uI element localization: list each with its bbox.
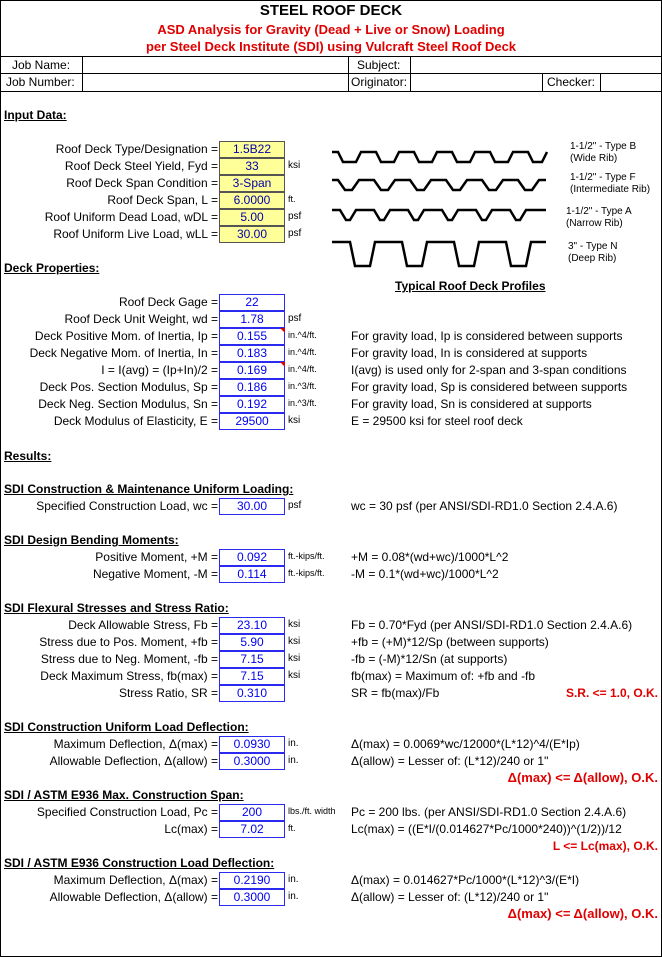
profile-n-line2: (Deep Rib) xyxy=(568,253,617,264)
e-unit: ksi xyxy=(288,415,301,426)
defl2-allow-value: 0.3000 xyxy=(219,889,285,906)
e-value: 29500 xyxy=(219,413,285,430)
results-heading: Results: xyxy=(4,449,52,463)
profile-label-b xyxy=(570,141,636,165)
e-note: E = 29500 ksi for steel roof deck xyxy=(351,414,523,428)
input-label-yield: Roof Deck Steel Yield, Fyd = xyxy=(64,159,218,173)
prop-label-sn: Deck Neg. Section Modulus, Sn = xyxy=(38,397,218,411)
profile-label-a xyxy=(566,206,632,230)
max-fb-label: Deck Maximum Stress, fb(max) = xyxy=(40,669,218,683)
dead-load-unit: psf xyxy=(288,211,302,222)
prop-label-ip: Deck Positive Mom. of Inertia, Ip = xyxy=(34,329,218,343)
subject-field[interactable] xyxy=(410,57,661,74)
sp-value: 0.186 xyxy=(219,379,285,396)
profile-f-line2: (Intermediate Rib) xyxy=(570,184,651,195)
span-condition-input[interactable]: 3-Span xyxy=(219,175,285,192)
defl2-max-unit: in. xyxy=(288,874,299,885)
span-unit: ft. xyxy=(288,194,296,204)
construction-heading: SDI Construction & Maintenance Uniform Loading: xyxy=(4,482,294,496)
profile-b-line1: 1-1/2" - Type B xyxy=(570,141,637,152)
pos-moment-unit: ft.-kips/ft. xyxy=(288,551,325,561)
defl1-max-label: Maximum Deflection, Δ(max) = xyxy=(53,737,218,751)
prop-label-gage: Roof Deck Gage = xyxy=(118,295,218,309)
yield-unit: ksi xyxy=(288,160,301,171)
comment-marker xyxy=(280,362,285,367)
deck-properties-heading: Deck Properties: xyxy=(4,261,100,275)
neg-fb-label: Stress due to Neg. Moment, -fb = xyxy=(40,652,218,666)
input-label-span: Roof Deck Span, L = xyxy=(107,193,218,207)
defl2-max-note: Δ(max) = 0.014627*Pc/1000*(L*12)^3/(E*I) xyxy=(351,873,580,887)
lc-unit: ft. xyxy=(288,823,296,833)
pos-fb-label: Stress due to Pos. Moment, +fb = xyxy=(39,635,218,649)
profile-label-n xyxy=(568,241,618,265)
profile-type-n xyxy=(332,242,546,266)
defl2-allow-unit: in. xyxy=(288,891,299,902)
defl2-max-label: Maximum Deflection, Δ(max) = xyxy=(53,873,218,887)
defl1-max-note: Δ(max) = 0.0069*wc/12000*(L*12)^4/(E*Ip) xyxy=(351,737,580,751)
wc-value: 30.00 xyxy=(219,498,285,515)
gage-value: 22 xyxy=(219,294,285,311)
wc-label: Specified Construction Load, wc = xyxy=(36,499,218,513)
prop-label-sp: Deck Pos. Section Modulus, Sp = xyxy=(39,380,218,394)
neg-moment-value: 0.114 xyxy=(219,566,285,583)
neg-fb-unit: ksi xyxy=(288,653,301,664)
span-check: L <= Lc(max), O.K. xyxy=(552,839,658,853)
pos-fb-note: +fb = (+M)*12/Sp (between supports) xyxy=(351,635,549,649)
prop-label-in: Deck Negative Mom. of Inertia, In = xyxy=(29,346,218,360)
subject-label: Subject: xyxy=(357,58,401,72)
sheet-subtitle-2: per Steel Deck Institute (SDI) using Vulcraft Steel Roof Deck xyxy=(145,39,517,54)
pc-label: Specified Construction Load, Pc = xyxy=(36,805,218,819)
neg-fb-value: 7.15 xyxy=(219,651,285,668)
input-data-heading: Input Data: xyxy=(4,108,67,122)
ip-note: For gravity load, Ip is considered between supports xyxy=(351,329,623,343)
defl2-check: Δ(max) <= Δ(allow), O.K. xyxy=(507,906,658,921)
prop-label-e: Deck Modulus of Elasticity, E = xyxy=(53,414,218,428)
header-row-2 xyxy=(0,73,662,92)
defl1-max-value: 0.0930 xyxy=(219,736,285,753)
live-load-unit: psf xyxy=(288,228,302,239)
defl2-allow-label: Allowable Deflection, Δ(allow) = xyxy=(49,890,218,904)
originator-label: Originator: xyxy=(351,75,408,89)
sp-note: For gravity load, Sp is considered between supports xyxy=(351,380,628,394)
profile-type-b xyxy=(332,152,547,162)
deck-type-input[interactable]: 1.5B22 xyxy=(219,141,285,158)
sheet-title: STEEL ROOF DECK xyxy=(259,2,403,19)
pos-moment-note: +M = 0.08*(wd+wc)/1000*L^2 xyxy=(351,550,509,564)
profile-n-line1: 3" - Type N xyxy=(568,241,618,252)
in-value: 0.183 xyxy=(219,345,285,362)
sr-label: Stress Ratio, SR = xyxy=(118,686,218,700)
sn-note: For gravity load, Sn is considered at supports xyxy=(351,397,592,411)
lc-note: Lc(max) = ((E*I/(0.014627*Pc/1000*240))^(1/2))/12 xyxy=(351,822,622,836)
sr-note: SR = fb(max)/Fb xyxy=(351,686,440,700)
prop-label-iavg: I = I(avg) = (Ip+In)/2 = xyxy=(101,363,218,377)
sn-unit: in.^3/ft. xyxy=(288,398,317,408)
lc-label: Lc(max) = xyxy=(164,822,218,836)
pc-value: 200 xyxy=(219,804,285,821)
checker-label: Checker: xyxy=(547,75,596,89)
yield-input[interactable]: 33 xyxy=(219,158,285,175)
subject-label-cell xyxy=(348,57,411,74)
input-label-span-cond: Roof Deck Span Condition = xyxy=(66,176,218,190)
in-unit: in.^4/ft. xyxy=(288,347,317,357)
pos-fb-value: 5.90 xyxy=(219,634,285,651)
checker-field[interactable] xyxy=(600,74,661,91)
defl2-max-value: 0.2190 xyxy=(219,872,285,889)
moments-heading: SDI Design Bending Moments: xyxy=(4,533,179,547)
wc-note: wc = 30 psf (per ANSI/SDI-RD1.0 Section 2.4.A.6) xyxy=(351,499,618,513)
defl1-allow-note: Δ(allow) = Lesser of: (L*12)/240 or 1" xyxy=(351,754,549,768)
profile-a-line2: (Narrow Rib) xyxy=(566,218,623,229)
defl1-allow-label: Allowable Deflection, Δ(allow) = xyxy=(49,754,218,768)
job-name-field[interactable] xyxy=(82,57,349,74)
wc-unit: psf xyxy=(288,500,302,511)
neg-fb-note: -fb = (-M)*12/Sn (at supports) xyxy=(351,652,508,666)
weight-unit: psf xyxy=(288,313,302,324)
iavg-note: I(avg) is used only for 2-span and 3-span conditions xyxy=(351,363,627,377)
sn-value: 0.192 xyxy=(219,396,285,413)
neg-moment-unit: ft.-kips/ft. xyxy=(288,568,325,578)
profile-type-f xyxy=(332,180,546,190)
header-row-1 xyxy=(0,56,662,74)
profiles-caption: Typical Roof Deck Profiles xyxy=(395,279,546,293)
deck-profiles-drawing xyxy=(328,138,558,276)
live-load-input[interactable]: 30.00 xyxy=(219,226,285,243)
pos-fb-unit: ksi xyxy=(288,636,301,647)
defl1-check: Δ(max) <= Δ(allow), O.K. xyxy=(507,770,658,785)
profile-type-a xyxy=(332,210,546,220)
defl2-allow-note: Δ(allow) = Lesser of: (L*12)/240 or 1" xyxy=(351,890,549,904)
dead-load-input[interactable]: 5.00 xyxy=(219,209,285,226)
job-number-label: Job Number: xyxy=(6,75,75,89)
defl2-heading: SDI / ASTM E936 Construction Load Deflection: xyxy=(4,856,275,870)
input-label-live: Roof Uniform Live Load, wLL = xyxy=(53,227,218,241)
originator-field[interactable] xyxy=(410,74,543,91)
fb-unit: ksi xyxy=(288,619,301,630)
ip-value: 0.155 xyxy=(219,328,285,345)
lc-value: 7.02 xyxy=(219,821,285,838)
profile-a-line1: 1-1/2" - Type A xyxy=(566,206,632,217)
max-fb-value: 7.15 xyxy=(219,668,285,685)
checker-label-cell xyxy=(542,74,601,91)
neg-moment-note: -M = 0.1*(wd+wc)/1000*L^2 xyxy=(351,567,499,581)
job-number-field[interactable] xyxy=(82,74,349,91)
defl1-heading: SDI Construction Uniform Load Deflection: xyxy=(4,720,249,734)
originator-label-cell xyxy=(348,74,411,91)
fb-note: Fb = 0.70*Fyd (per ANSI/SDI-RD1.0 Section 2.4.A.6) xyxy=(351,618,633,632)
sr-value: 0.310 xyxy=(219,685,285,702)
sr-check: S.R. <= 1.0, O.K. xyxy=(565,686,658,700)
defl1-allow-unit: in. xyxy=(288,755,299,766)
sheet-subtitle-1: ASD Analysis for Gravity (Dead + Live or Snow) Loading xyxy=(157,22,505,37)
defl1-max-unit: in. xyxy=(288,738,299,749)
profile-f-line1: 1-1/2" - Type F xyxy=(570,172,636,183)
pc-note: Pc = 200 lbs. (per ANSI/SDI-RD1.0 Section 2.4.A.6) xyxy=(351,805,627,819)
weight-value: 1.78 xyxy=(219,311,285,328)
input-label-type: Roof Deck Type/Designation = xyxy=(55,142,218,156)
fb-value: 23.10 xyxy=(219,617,285,634)
comment-marker xyxy=(280,328,285,333)
profile-label-f xyxy=(570,172,650,196)
span-heading: SDI / ASTM E936 Max. Construction Span: xyxy=(4,788,244,802)
in-note: For gravity load, In is considered at supports xyxy=(351,346,588,360)
pc-unit: lbs./ft. width xyxy=(288,806,336,816)
stresses-heading: SDI Flexural Stresses and Stress Ratio: xyxy=(4,601,229,615)
defl1-allow-value: 0.3000 xyxy=(219,753,285,770)
iavg-unit: in.^4/ft. xyxy=(288,364,317,374)
max-fb-note: fb(max) = Maximum of: +fb and -fb xyxy=(351,669,536,683)
span-input[interactable]: 6.0000 xyxy=(219,192,285,209)
ip-unit: in.^4/ft. xyxy=(288,330,317,340)
sp-unit: in.^3/ft. xyxy=(288,381,317,391)
fb-label: Deck Allowable Stress, Fb = xyxy=(68,618,218,632)
input-label-dead: Roof Uniform Dead Load, wDL = xyxy=(44,210,218,224)
pos-moment-label: Positive Moment, +M = xyxy=(95,550,218,564)
max-fb-unit: ksi xyxy=(288,670,301,681)
job-name-label: Job Name: xyxy=(12,58,71,72)
prop-label-weight: Roof Deck Unit Weight, wd = xyxy=(64,312,218,326)
neg-moment-label: Negative Moment, -M = xyxy=(92,567,218,581)
iavg-value: 0.169 xyxy=(219,362,285,379)
profile-b-line2: (Wide Rib) xyxy=(570,153,618,164)
pos-moment-value: 0.092 xyxy=(219,549,285,566)
